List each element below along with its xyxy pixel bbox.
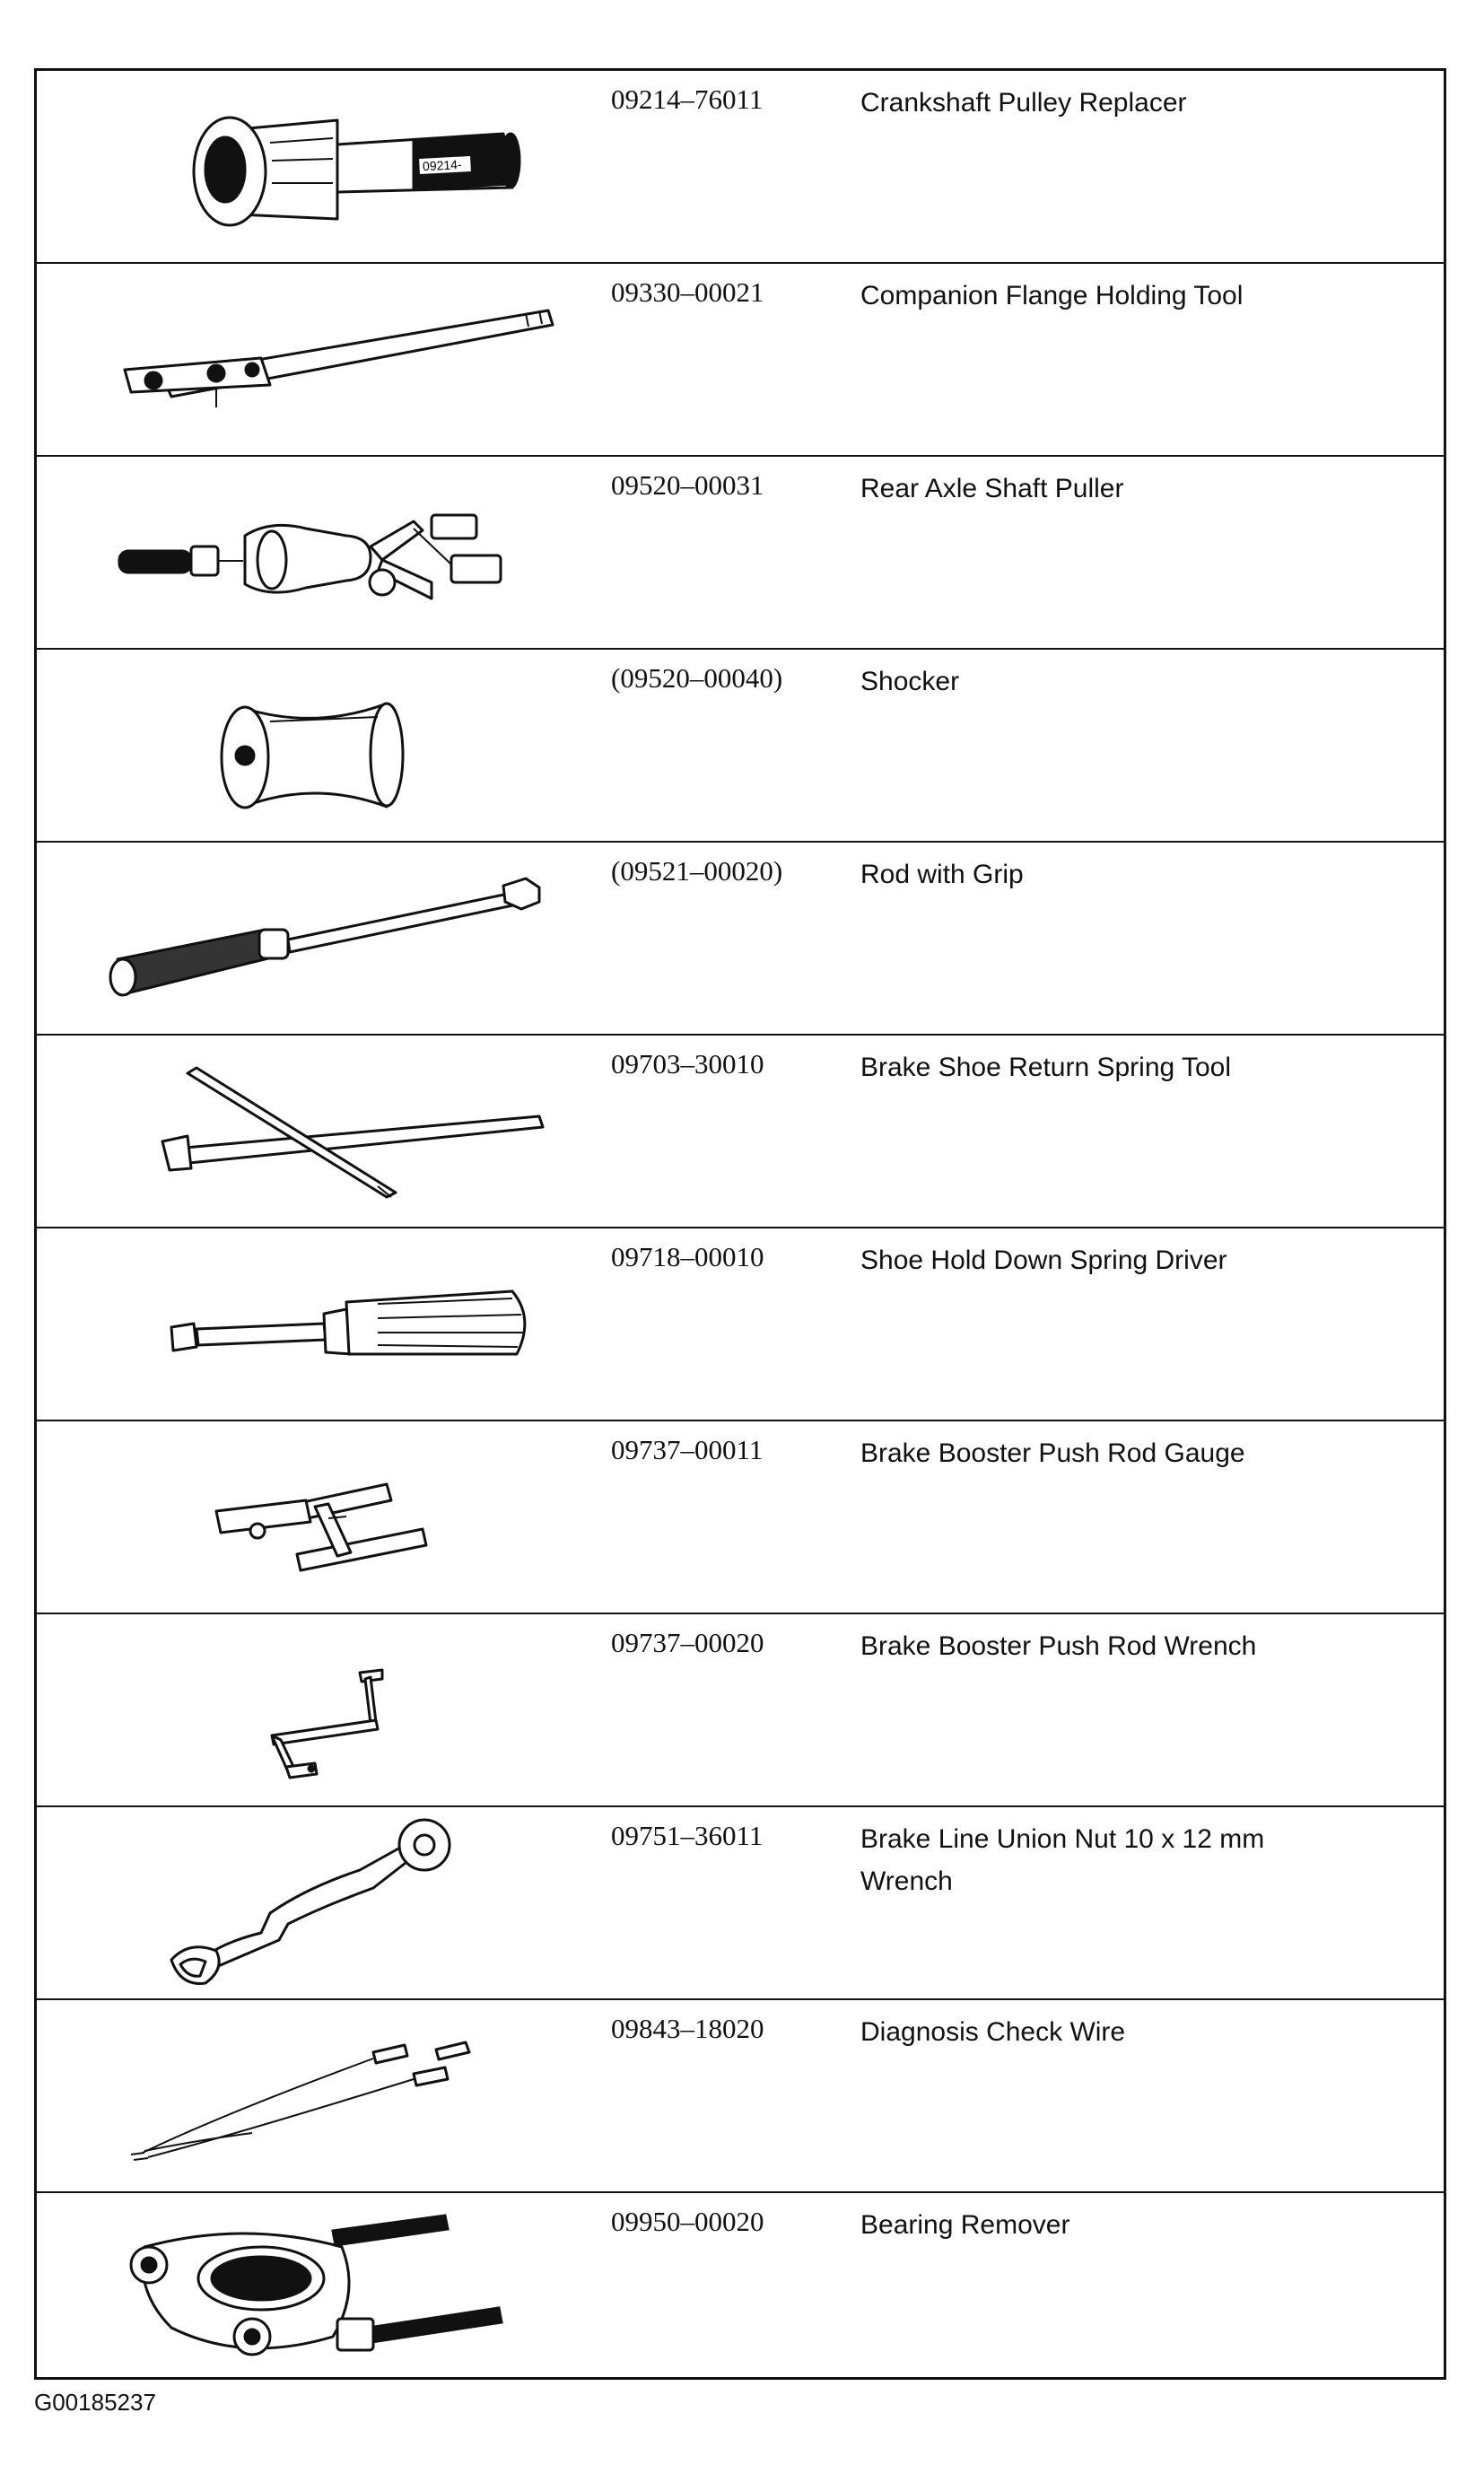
part-number: 09950–00020 [611,2206,764,2237]
crankshaft-pulley-replacer-icon [37,71,602,261]
push-rod-gauge-icon [37,1421,602,1612]
tool-row [37,71,1444,264]
part-number: 09718–00010 [611,1241,764,1272]
tool-row [37,457,1444,650]
tool-description: Brake Shoe Return Spring Tool [860,1053,1232,1082]
tool-description: Brake Booster Push Rod Wrench [860,1631,1257,1661]
rod-with-grip-icon [37,843,602,1033]
bearing-remover-icon [37,2193,602,2383]
push-rod-wrench-icon [37,1614,602,1805]
tool-description: Rod with Grip [860,860,1024,889]
part-number: 09843–18020 [611,2013,764,2044]
tool-table [34,68,1446,2380]
tool-row [37,1614,1444,1807]
tool-row [37,1036,1444,1228]
axle-shaft-puller-icon [37,457,602,647]
part-number: 09520–00031 [611,469,764,501]
tool-description: Companion Flange Holding Tool [860,281,1244,310]
spring-driver-icon [37,1228,602,1419]
part-number: 09214–76011 [611,83,764,115]
tool-row [37,1228,1444,1421]
etched-part-label: 09214- [422,157,462,174]
tool-row [37,264,1444,457]
tool-row [37,843,1444,1036]
shocker-icon [37,650,602,840]
tool-description: Shocker [860,667,960,696]
part-number: 09737–00011 [611,1434,764,1465]
tool-description: Brake Line Union Nut 10 x 12 mm Wrench [860,1824,1265,1896]
tool-row [37,650,1444,843]
tool-row [37,2000,1444,2193]
part-number: 09703–30010 [611,1048,764,1080]
flange-holding-tool-icon [37,264,602,454]
spring-tool-icon [37,1036,602,1226]
check-wire-icon [37,2000,602,2190]
tool-description: Rear Axle Shaft Puller [860,474,1124,503]
figure-id: G00185237 [34,2389,156,2416]
tool-description: Shoe Hold Down Spring Driver [860,1246,1227,1275]
tool-description: Brake Booster Push Rod Gauge [860,1438,1245,1468]
tool-description: Bearing Remover [860,2210,1070,2240]
tool-description: Diagnosis Check Wire [860,2017,1126,2047]
part-number: 09737–00020 [611,1627,764,1658]
tool-description: Crankshaft Pulley Replacer [860,88,1187,118]
part-number: 09330–00021 [611,276,764,308]
union-nut-wrench-icon [37,1807,602,1997]
tool-row [37,1807,1444,2000]
part-number: (09520–00040) [611,662,783,694]
tool-row [37,2193,1444,2386]
part-number: 09751–36011 [611,1820,764,1851]
tool-row [37,1421,1444,1614]
part-number: (09521–00020) [611,855,783,887]
